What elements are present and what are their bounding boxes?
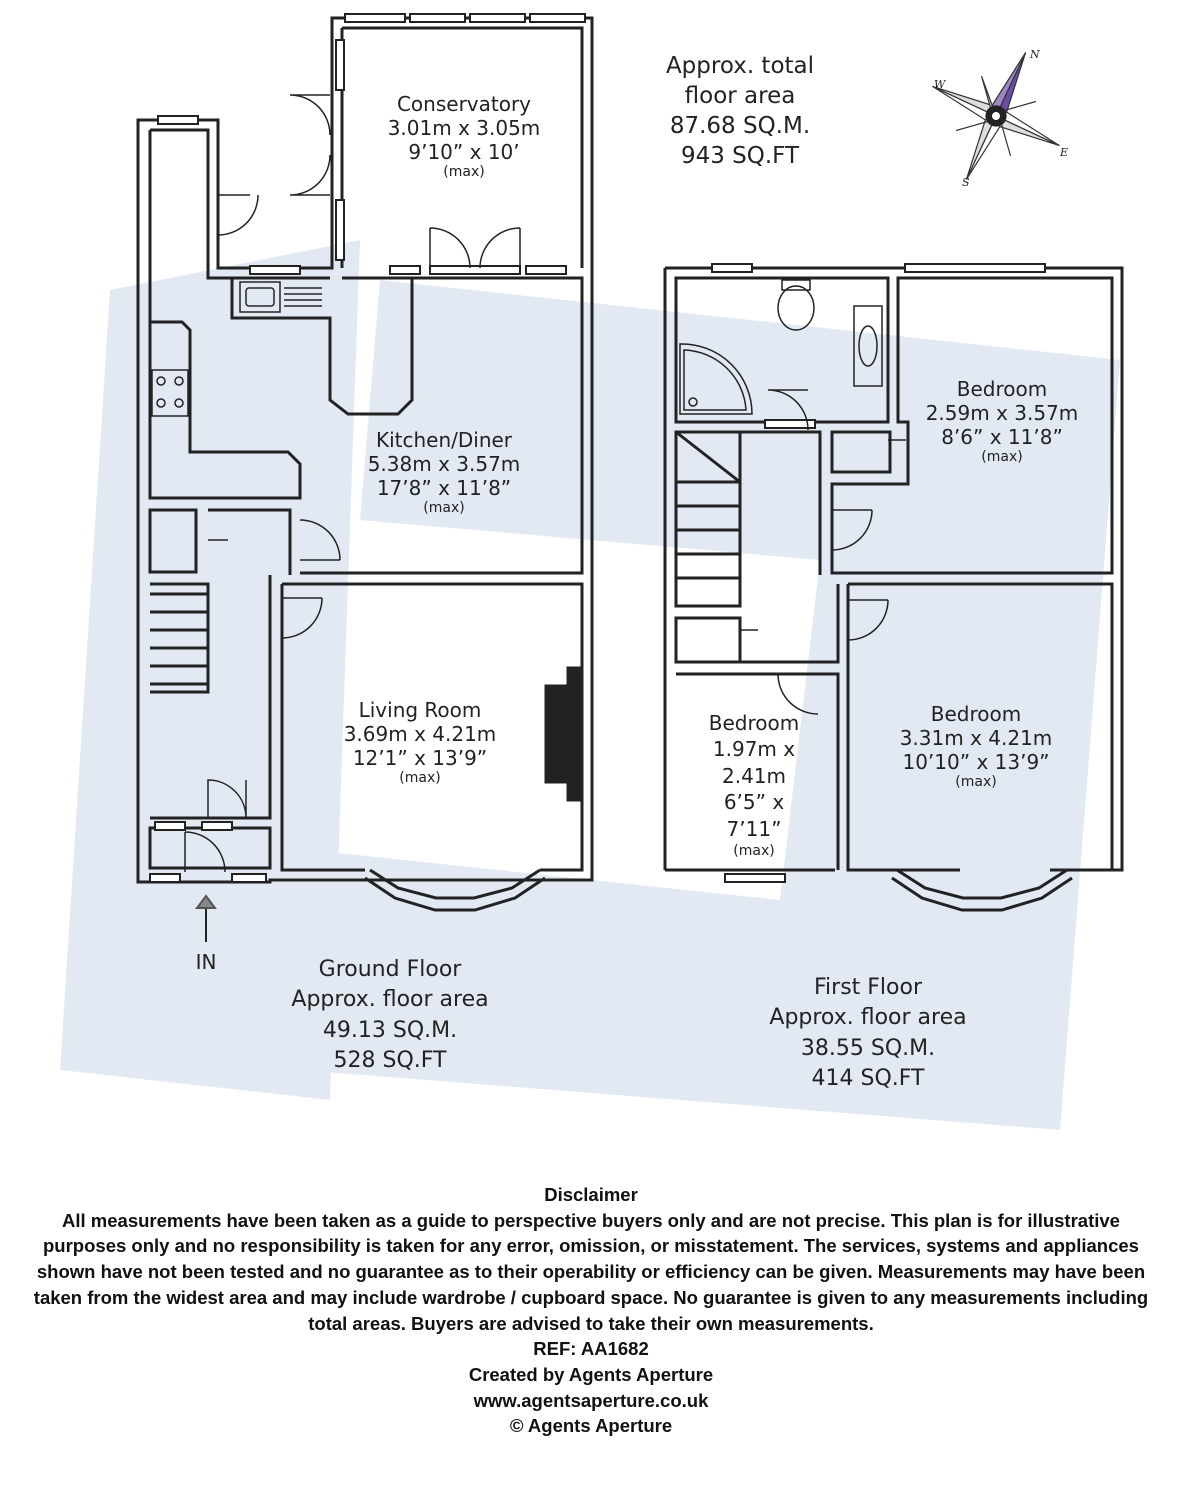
disclaimer-title: Disclaimer — [544, 1184, 638, 1205]
disclaimer-website[interactable]: www.agentsaperture.co.uk — [473, 1389, 709, 1411]
room-bedroom-rear — [902, 377, 1102, 466]
ground-floor-title: Ground Floor — [318, 957, 462, 982]
first-floor-sqft: 414 SQ.FT — [811, 1066, 925, 1092]
ground-floor-area — [270, 955, 510, 1076]
first-floor-area — [748, 973, 988, 1094]
room-name: Bedroom — [708, 711, 800, 735]
room-name: Living Room — [358, 698, 482, 722]
room-imperial-1: 6’5” x — [723, 790, 785, 815]
entrance-label: IN — [195, 950, 217, 974]
room-imperial: 17’8” x 11’8” — [376, 476, 512, 500]
compass-w: W — [934, 78, 946, 91]
room-conservatory — [364, 92, 564, 181]
room-name: Bedroom — [956, 377, 1048, 401]
room-imperial-2: 7’11” — [726, 816, 782, 841]
compass-e: E — [1060, 146, 1069, 159]
room-imperial: 10’10” x 13’9” — [902, 750, 1050, 774]
room-note: (max) — [423, 500, 465, 516]
room-metric: 2.59m x 3.57m — [925, 401, 1079, 425]
room-metric: 3.31m x 4.21m — [899, 726, 1053, 750]
room-imperial: 8’6” x 11’8” — [941, 425, 1063, 449]
compass-icon — [903, 23, 1089, 209]
room-bedroom-front — [876, 702, 1076, 791]
room-metric-1: 1.97m x — [712, 737, 796, 762]
room-kitchen-diner — [344, 428, 544, 517]
room-note: (max) — [955, 774, 997, 790]
room-bedroom-small — [694, 710, 814, 860]
room-name: Kitchen/Diner — [375, 428, 513, 452]
room-imperial: 12’1” x 13’9” — [352, 746, 488, 770]
compass-n: N — [1030, 48, 1040, 61]
room-note: (max) — [733, 842, 775, 859]
room-living — [320, 698, 520, 787]
room-name: Bedroom — [930, 702, 1022, 726]
room-metric: 3.69m x 4.21m — [343, 722, 497, 746]
room-note: (max) — [399, 770, 441, 786]
disclaimer-block — [20, 1182, 1162, 1439]
room-imperial: 9’10” x 10’ — [408, 140, 520, 164]
room-note: (max) — [981, 449, 1023, 465]
ground-floor-sqft: 528 SQ.FT — [333, 1048, 447, 1074]
total-area-line1: Approx. total — [665, 53, 815, 79]
compass-s: S — [962, 176, 970, 189]
ground-floor-area-label: Approx. floor area — [291, 987, 489, 1013]
room-note: (max) — [443, 164, 485, 180]
disclaimer-text: All measurements have been taken as a guide to perspective buyers only and are not precise. This plan is for illustrative purposes only and no responsibility is taken for any error, omission, or misstatement. The services, systems and appliances shown have not been tested and no guarantee as to their operability or efficiency can be given. Measurements may have been taken from the widest area and may include wardrobe / cupboard space. No guarantee is given to any measurements including total areas. Buyers are advised to take their own measurements. — [33, 1209, 1149, 1334]
total-area-sqm: 87.68 SQ.M. — [669, 112, 811, 139]
total-area-sqft: 943 SQ.FT — [680, 142, 800, 169]
first-floor-sqm: 38.55 SQ.M. — [800, 1035, 936, 1061]
total-area-line2: floor area — [684, 82, 796, 109]
room-metric: 5.38m x 3.57m — [367, 452, 521, 476]
disclaimer-created: Created by Agents Aperture — [468, 1363, 714, 1385]
total-area — [630, 52, 850, 172]
first-floor-title: First Floor — [813, 975, 923, 1000]
disclaimer-ref: REF: AA1682 — [533, 1338, 649, 1360]
room-name: Conservatory — [396, 92, 532, 116]
first-floor-area-label: Approx. floor area — [769, 1005, 967, 1031]
room-metric: 3.01m x 3.05m — [387, 116, 541, 140]
ground-floor-sqm: 49.13 SQ.M. — [322, 1017, 458, 1043]
disclaimer-copyright: © Agents Aperture — [509, 1415, 673, 1437]
room-metric-2: 2.41m — [721, 763, 786, 788]
